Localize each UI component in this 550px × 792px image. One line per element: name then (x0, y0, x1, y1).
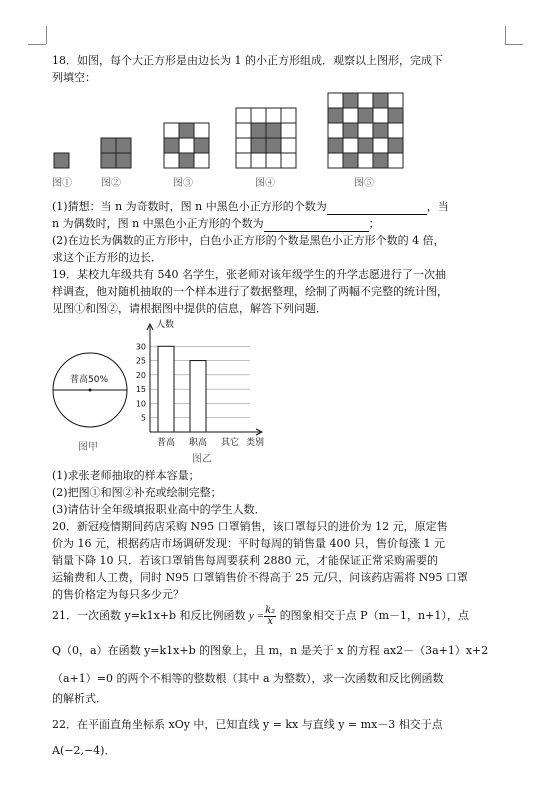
fig5-cell (388, 138, 403, 153)
bar-chart (120, 318, 280, 458)
q21-line-2: Q（0，a）在函数 y=k1x+b 的图象上，且 m，n 是关于 x 的方程 ax2－（3a+1）x+2 (52, 644, 489, 657)
bar-y-tick-label: 25 (135, 356, 146, 366)
q21-text-a: 21．一次函数 y=k1x+b 和反比例函数 (52, 609, 246, 622)
fig5-cell (328, 93, 343, 108)
crop-mark-top-left (28, 44, 46, 45)
bar-y-tick-label: 30 (135, 342, 146, 352)
fig3-cell (164, 138, 179, 153)
fig5-cell (358, 108, 373, 123)
q18-p1-text-d: ； (368, 217, 380, 230)
bar-category-label: 普高 (156, 438, 176, 448)
bar-category-label: 职高 (188, 438, 208, 448)
fig3-cell (179, 123, 194, 138)
fig4-cell (236, 153, 251, 168)
fig5-cell (358, 138, 373, 153)
q18-part-2-line-2: 求这个正方形的边长． (52, 251, 162, 264)
bar-y-axis-label: 人数 (156, 320, 175, 330)
q18-part-1-line-1 (52, 198, 504, 215)
q20-line-5: 的售价格定为每只多少元？ (52, 588, 184, 601)
fig4-cell (266, 123, 281, 138)
bar-y-tick-label: 20 (135, 370, 146, 380)
q21-line-3: （a+1）=0 的两个不相等的整数根（其中 a 为整数），求一次函数和反比例函数 (52, 672, 444, 685)
q19-line-3: 见图①和图②，请根据图中提供的信息，解答下列问题． (52, 302, 327, 315)
fig4-cell (251, 108, 266, 123)
fig2-cell (116, 153, 131, 168)
fig3-cell (194, 123, 209, 138)
fig3-cell (179, 153, 194, 168)
fig5-cell (373, 108, 388, 123)
fig3-cell (164, 123, 179, 138)
fig5-cell (388, 108, 403, 123)
q18-part-1-line-2 (52, 215, 504, 232)
fig5-cell (343, 108, 358, 123)
q22-line-1: 22．在平面直角坐标系 xOy 中，已知直线 y = kx 与直线 y = mx－3 相交于点 (52, 718, 443, 731)
fig5-cell (328, 138, 343, 153)
fig5-cell (343, 153, 358, 168)
q18-caption-3: 图③ (173, 178, 193, 189)
fig4-cell (281, 153, 296, 168)
bar-category-label: 其它 (220, 438, 240, 448)
q18-pattern-figures (0, 88, 550, 188)
bar-1 (158, 346, 174, 432)
q21-line-4: 的解析式． (52, 692, 107, 705)
crop-mark-top-right (505, 44, 523, 45)
fig3-cell (164, 153, 179, 168)
answer-blank-odd[interactable] (327, 203, 427, 215)
fig5-cell (328, 123, 343, 138)
fig5-cell (358, 93, 373, 108)
q20-line-2: 价为 16 元，根据药店市场调研发现：平时每周的销售量 400 只，售价每涨 1 元 (52, 537, 445, 550)
bar-y-tick-label: 5 (140, 413, 146, 423)
pie-center-dot (89, 389, 92, 392)
q21-formula-lhs: y = (249, 610, 265, 622)
q18-caption-1: 图① (52, 178, 72, 189)
fig4-cell (266, 153, 281, 168)
crop-mark-top-left-vertical (46, 26, 47, 44)
fig3-cell (194, 153, 209, 168)
fig4-cell (281, 108, 296, 123)
fig4-cell (236, 138, 251, 153)
q18-caption-4: 图④ (255, 178, 275, 189)
fig5-cell (373, 123, 388, 138)
q20-line-1: 20．新冠疫情期间药店采购 N95 口罩销售，该口罩每只的进价为 12 元，原定售 (52, 520, 448, 533)
fig2-cell (116, 138, 131, 153)
fig5-cell (343, 93, 358, 108)
bar-x-axis-label: 类别 (246, 438, 265, 448)
fig1-cell (54, 153, 69, 168)
q18-p1-text-a: (1)猜想：当 n 为奇数时，图 n 中黑色小正方形的个数为 (52, 200, 327, 213)
answer-blank-even[interactable] (264, 220, 369, 232)
q18-part-2-line-1: (2)在边长为偶数的正方形中，白色小正方形的个数是黑色小正方形个数的 4 倍， (52, 234, 445, 247)
q18-caption-5: 图⑤ (354, 178, 374, 189)
q22-line-2: A(−2,−4)． (52, 744, 116, 757)
fig3-cell (194, 138, 209, 153)
q20-line-3: 销量下降 10 只．若该口罩销售每周要获利 2880 元，才能保证正常采购需要的 (52, 554, 438, 567)
fig2-cell (101, 153, 116, 168)
pie-caption: 图甲 (78, 442, 98, 453)
fig5-cell (388, 93, 403, 108)
fig5-cell (373, 138, 388, 153)
bar-y-tick-label: 10 (135, 399, 146, 409)
q19-line-1: 19．某校九年级共有 540 名学生，张老师对该年级学生的升学志愿进行了一次抽 (52, 268, 446, 281)
fig4-cell (281, 123, 296, 138)
fig4-cell (251, 123, 266, 138)
fig4-cell (281, 138, 296, 153)
fig5-cell (328, 153, 343, 168)
fig5-cell (358, 153, 373, 168)
fig4-cell (236, 108, 251, 123)
fig5-cell (388, 123, 403, 138)
q21-line-1 (52, 604, 504, 628)
q19-part-3: (3)请估计全年级填报职业高中的学生人数． (52, 503, 266, 516)
fig5-cell (343, 123, 358, 138)
fig4-cell (251, 153, 266, 168)
q18-line-1: 18．如图，每个大正方形是由边长为 1 的小正方形组成．观察以上图形，完成下 (52, 54, 443, 67)
q19-part-2: (2)把图①和图②补充或绘制完整； (52, 486, 222, 499)
fig3-cell (179, 138, 194, 153)
fig5-cell (373, 93, 388, 108)
bar-2 (190, 361, 206, 432)
fraction-numerator: k₂ (265, 604, 276, 616)
q18-caption-2: 图② (101, 178, 121, 189)
pie-chart (50, 350, 130, 430)
q20-line-4: 运输费和人工费，同时 N95 口罩销售价不得高于 25 元/只，问该药店需将 N95 口罩 (52, 571, 468, 584)
fraction-denominator: x (267, 615, 273, 627)
crop-mark-top-right-vertical (505, 26, 506, 44)
pie-label-putong-gaozhong: 普高50% (70, 375, 109, 385)
q19-part-1: (1)求张老师抽取的样本容量； (52, 469, 200, 482)
fig5-cell (358, 123, 373, 138)
q19-line-2: 样调查，他对随机抽取的一个样本进行了数据整理，绘制了两幅不完整的统计图， (52, 285, 448, 298)
fig5-cell (373, 153, 388, 168)
q18-p1-text-b: ，当 (426, 200, 449, 213)
fig5-cell (343, 138, 358, 153)
fig5-cell (328, 108, 343, 123)
fig4-cell (266, 108, 281, 123)
fig5-cell (388, 153, 403, 168)
q18-line-2: 列填空： (52, 71, 96, 84)
q21-text-b: 的图象相交于点 P（m－1，n+1），点 (279, 609, 469, 622)
fig4-cell (236, 123, 251, 138)
fraction-k2-over-x (264, 606, 276, 627)
q18-p1-text-c: n 为偶数时，图 n 中黑色小正方形的个数为 (52, 217, 264, 230)
bar-caption: 图乙 (192, 454, 212, 465)
fig4-cell (251, 138, 266, 153)
fig4-cell (266, 138, 281, 153)
fig2-cell (101, 138, 116, 153)
bar-y-tick-label: 15 (135, 385, 146, 395)
